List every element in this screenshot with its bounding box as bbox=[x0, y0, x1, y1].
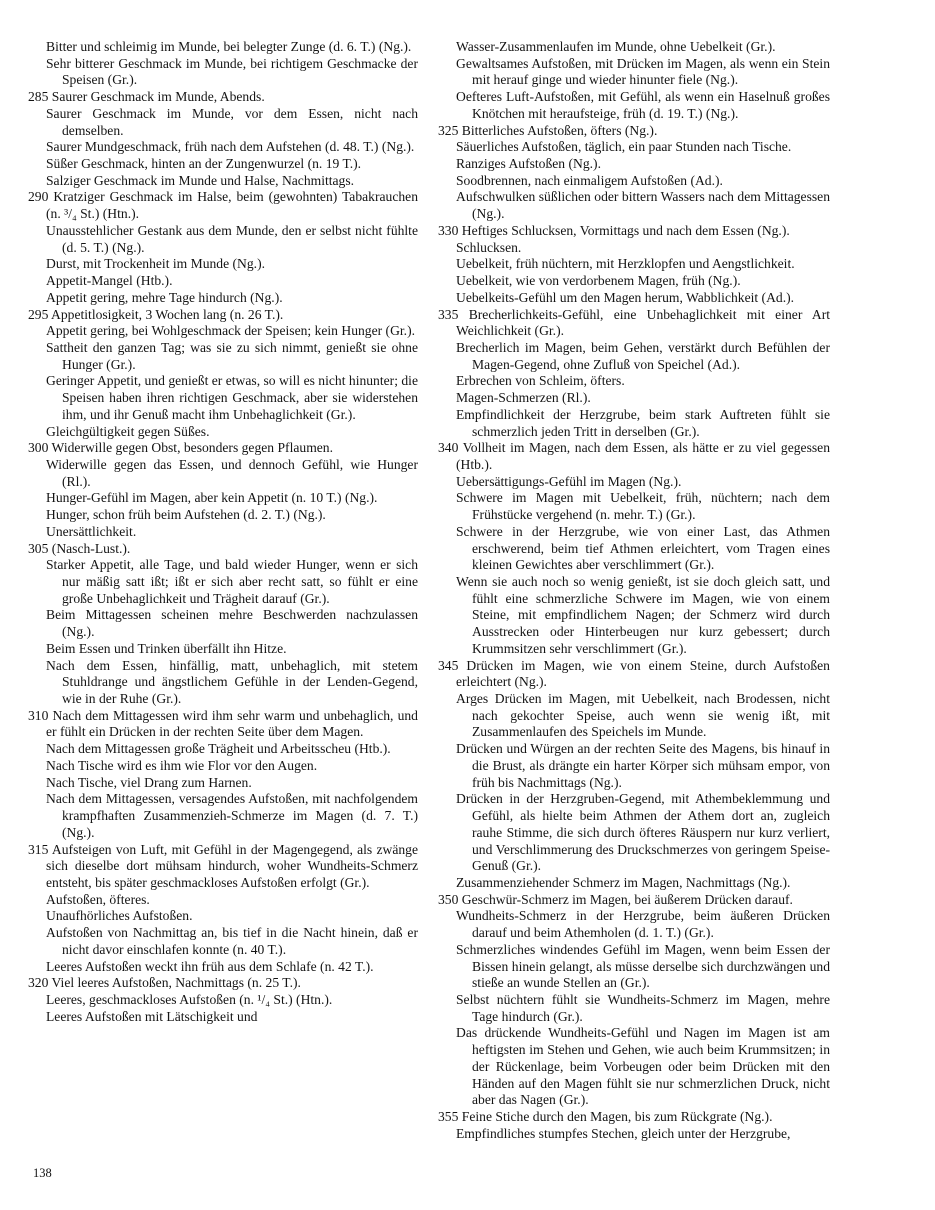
entry-text: Uebelkeit, früh nüchtern, mit Herzklopfen und Aengstlichkeit. bbox=[456, 256, 795, 272]
entry-text: Sattheit den ganzen Tag; was sie zu sich nimmt, genießt sie ohne Hunger (Gr.). bbox=[46, 339, 418, 372]
entry-text: Appetitlosigkeit, 3 Wochen lang (n. 26 T.). bbox=[51, 306, 284, 322]
symptom-entry bbox=[438, 89, 830, 122]
entry-text: Schlucksen. bbox=[456, 239, 522, 255]
entry-text: Nach dem Mittagessen, versagendes Aufstoßen, mit nachfolgendem krampfhaften Zusammenzieh-Schmerze im Magen (d. 7. T.) (Ng.). bbox=[46, 791, 418, 840]
symptom-entry bbox=[28, 323, 418, 340]
entry-text: Widerwille gegen das Essen, und dennoch Gefühl, wie Hunger (Rl.). bbox=[46, 456, 418, 489]
symptom-entry bbox=[28, 173, 418, 190]
symptom-entry bbox=[28, 741, 418, 758]
symptom-entry bbox=[438, 490, 830, 523]
entry-text: Wundheits-Schmerz in der Herzgrube, beim äußeren Drücken darauf und beim Athemholen (d. 1. T.) (Gr.). bbox=[456, 908, 830, 941]
symptom-entry bbox=[28, 273, 418, 290]
entry-text: Beim Essen und Trinken überfällt ihn Hitze. bbox=[46, 640, 287, 656]
symptom-entry bbox=[28, 156, 418, 173]
symptom-entry bbox=[28, 541, 418, 558]
entry-text: Magen-Schmerzen (Rl.). bbox=[456, 390, 591, 406]
symptom-entry bbox=[28, 959, 418, 976]
entry-text: Uebelkeit, wie von verdorbenem Magen, früh (Ng.). bbox=[456, 273, 741, 289]
entry-text: Saurer Geschmack im Munde, Abends. bbox=[51, 89, 265, 105]
entry-text: Salziger Geschmack im Munde und Halse, Nachmittags. bbox=[46, 172, 355, 188]
symptom-entry bbox=[28, 490, 418, 507]
symptom-entry bbox=[438, 139, 830, 156]
symptom-entry bbox=[438, 440, 830, 473]
symptom-entry bbox=[438, 340, 830, 373]
symptom-entry bbox=[28, 758, 418, 775]
page-number: 138 bbox=[33, 1166, 52, 1180]
symptom-entry bbox=[438, 240, 830, 257]
entry-text: Vollheit im Magen, nach dem Essen, als hätte er zu viel gegessen (Htb.). bbox=[456, 440, 830, 472]
entry-number: 350 bbox=[438, 891, 459, 907]
symptom-entry bbox=[438, 56, 830, 89]
symptom-entry bbox=[438, 741, 830, 791]
entry-text: Arges Drücken im Magen, mit Uebelkeit, nach Brodessen, nicht nach gekochter Speise, auch wenn sie wenig ißt, mit Zusammenlaufen des Speichels im Munde. bbox=[456, 691, 830, 740]
symptom-entry bbox=[438, 992, 830, 1025]
symptom-entry bbox=[28, 607, 418, 640]
symptom-entry bbox=[438, 658, 830, 691]
symptom-entry bbox=[438, 256, 830, 273]
entry-text: Beim Mittagessen scheinen mehre Beschwerden nachzulassen (Ng.). bbox=[46, 607, 418, 640]
symptom-entry bbox=[28, 992, 418, 1009]
entry-text: Empfindliches stumpfes Stechen, gleich unter der Herzgrube, bbox=[456, 1125, 791, 1141]
symptom-entry bbox=[438, 875, 830, 892]
entry-text: Süßer Geschmack, hinten an der Zungenwurzel (n. 19 T.). bbox=[46, 156, 362, 172]
entry-text: Erbrechen von Schleim, öfters. bbox=[456, 373, 625, 389]
entry-number: 355 bbox=[438, 1109, 459, 1124]
entry-text: Geringer Appetit, und genießt er etwas, so will es nicht hinunter; die Speisen haben ihren richtigen Geschmack, aber sie widerstehen ihm, und ihr Genuß macht ihm Unbehaglichkeit (Gr.). bbox=[46, 373, 418, 422]
entry-text: Soodbrennen, nach einmaligem Aufstoßen (Ad.). bbox=[456, 172, 723, 188]
entry-number: 345 bbox=[438, 657, 459, 673]
entry-text: Unaufhörliches Aufstoßen. bbox=[46, 908, 193, 924]
symptom-entry bbox=[28, 842, 418, 892]
entry-number: 310 bbox=[28, 707, 49, 723]
entry-text: Heftiges Schlucksen, Vormittags und nach dem Essen (Ng.). bbox=[461, 222, 790, 238]
entry-text: Aufschwulken süßlichen oder bittern Wassers nach dem Mittagessen (Ng.). bbox=[456, 189, 830, 222]
symptom-entry bbox=[28, 440, 418, 457]
entry-text: Schwere in der Herzgrube, wie von einer Last, das Athmen erschwerend, beim tief Athmen erleichtert, vom Tragen eines kleinen Gewichtes aber verschlimmert (Gr.). bbox=[456, 523, 830, 573]
symptom-entry bbox=[28, 1009, 418, 1026]
symptom-entry bbox=[438, 691, 830, 741]
symptom-entry bbox=[438, 908, 830, 941]
symptom-entry bbox=[438, 273, 830, 290]
symptom-entry bbox=[28, 775, 418, 792]
entry-text: Starker Appetit, alle Tage, und bald wieder Hunger, wenn er sich nur mäßig satt ißt; ißt er sich aber recht satt, so fühlt er eine große Unbehaglichkeit und Trägheit darauf (Gr.). bbox=[46, 557, 418, 606]
symptom-entry bbox=[28, 307, 418, 324]
entry-text: Selbst nüchtern fühlt sie Wundheits-Schmerz im Magen, mehre Tage hindurch (Gr.). bbox=[456, 991, 830, 1024]
entry-text: Aufstoßen, öfteres. bbox=[46, 891, 150, 907]
symptom-entry bbox=[438, 791, 830, 875]
symptom-entry bbox=[28, 223, 418, 256]
entry-text: Unausstehlicher Gestank aus dem Munde, den er selbst nicht fühlte (d. 5. T.) (Ng.). bbox=[46, 222, 418, 255]
entry-text: Gewaltsames Aufstoßen, mit Drücken im Magen, als wenn ein Stein mit herauf ginge und wieder hinunter fiele (Ng.). bbox=[456, 55, 830, 88]
entry-number: 330 bbox=[438, 222, 459, 238]
entry-text: Hunger-Gefühl im Magen, aber kein Appetit (n. 10 T.) (Ng.). bbox=[46, 490, 378, 506]
entry-number: 295 bbox=[28, 306, 49, 322]
entry-text: Nach dem Mittagessen wird ihm sehr warm und unbehaglich, und er fühlt ein Drücken in der rechten Seite über dem Magen. bbox=[46, 707, 418, 740]
entry-number: 320 bbox=[28, 975, 49, 991]
entry-text: Feine Stiche durch den Magen, bis zum Rückgrate (Ng.). bbox=[461, 1109, 773, 1124]
entry-text: Saurer Geschmack im Munde, vor dem Essen, nicht nach demselben. bbox=[46, 105, 418, 138]
symptom-entry bbox=[28, 892, 418, 909]
left-column bbox=[28, 39, 418, 1025]
entry-text: Unersättlichkeit. bbox=[46, 523, 137, 539]
entry-text: Nach Tische wird es ihm wie Flor vor den Augen. bbox=[46, 757, 318, 773]
entry-text: Widerwille gegen Obst, besonders gegen Pflaumen. bbox=[51, 440, 333, 456]
symptom-entry bbox=[438, 290, 830, 307]
symptom-entry bbox=[28, 290, 418, 307]
entry-number: 335 bbox=[438, 306, 459, 322]
symptom-entry bbox=[438, 223, 830, 240]
symptom-entry bbox=[28, 340, 418, 373]
entry-text: Zusammenziehender Schmerz im Magen, Nachmittags (Ng.). bbox=[456, 874, 791, 890]
entry-text: Schwere im Magen mit Uebelkeit, früh, nüchtern; nach dem Frühstücke vergehend (n. mehr. T.) (Gr.). bbox=[456, 490, 830, 523]
symptom-entry bbox=[28, 557, 418, 607]
entry-number: 340 bbox=[438, 440, 459, 456]
symptom-entry bbox=[438, 39, 830, 56]
symptom-entry bbox=[28, 524, 418, 541]
symptom-entry bbox=[438, 1126, 830, 1143]
entry-text: Bitterliches Aufstoßen, öfters (Ng.). bbox=[461, 122, 658, 138]
entry-text: Säuerliches Aufstoßen, täglich, ein paar Stunden nach Tische. bbox=[456, 139, 792, 155]
entry-number: 325 bbox=[438, 122, 459, 138]
symptom-entry bbox=[28, 189, 418, 222]
symptom-entry bbox=[438, 1109, 830, 1126]
symptom-entry bbox=[28, 424, 418, 441]
symptom-entry bbox=[438, 942, 830, 992]
entry-text: Durst, mit Trockenheit im Munde (Ng.). bbox=[46, 256, 265, 272]
entry-text: Brecherlichkeits-Gefühl, eine Unbehaglichkeit mit einer Art Weichlichkeit (Gr.). bbox=[456, 306, 831, 339]
symptom-entry bbox=[28, 791, 418, 841]
symptom-entry bbox=[438, 892, 830, 909]
entry-text: Leeres Aufstoßen weckt ihn früh aus dem Schlafe (n. 42 T.). bbox=[46, 958, 374, 974]
symptom-entry bbox=[438, 390, 830, 407]
right-column bbox=[438, 39, 830, 1142]
entry-text: Leeres, geschmackloses Aufstoßen (n. ¹/₄ St.) (Htn.). bbox=[46, 991, 333, 1007]
symptom-entry bbox=[438, 123, 830, 140]
symptom-entry bbox=[28, 56, 418, 89]
entry-text: Ranziges Aufstoßen (Ng.). bbox=[456, 156, 601, 172]
entry-text: Empfindlichkeit der Herzgrube, beim stark Auftreten fühlt sie schmerzlich jeden Tritt in derselben (Gr.). bbox=[456, 406, 830, 439]
symptom-entry bbox=[438, 574, 830, 658]
entry-text: Brecherlich im Magen, beim Gehen, verstärkt durch Befühlen der Magen-Gegend, ohne Zufluß von Speichel (Ad.). bbox=[456, 339, 830, 372]
entry-text: Appetit gering, mehre Tage hindurch (Ng.). bbox=[46, 289, 283, 305]
entry-text: Aufsteigen von Luft, mit Gefühl in der Magengegend, als zwänge sich dieselbe dort mühsam hindurch, woher Wundheits-Schmerz entsteht, bis später geschmackloses Aufstoßen erfolgt (Gr.). bbox=[46, 841, 418, 890]
entry-text: Drücken und Würgen an der rechten Seite des Magens, bis hinauf in die Brust, als drängte ein harter Körper sich mühsam empor, von früh bis Nachmittags (Ng.). bbox=[456, 741, 830, 790]
entry-text: Schmerzliches windendes Gefühl im Magen, wenn beim Essen der Bissen hinein gelangt, als müsse derselbe sich durchzwängen und stieße an wunde Stellen an (Gr.). bbox=[456, 941, 830, 991]
entry-text: Nach dem Essen, hinfällig, matt, unbehaglich, mit stetem Stuhldrange und ängstlichem Gefühle in der Lenden-Gegend, wie in der Ruhe (Gr.). bbox=[46, 657, 418, 707]
entry-text: Wenn sie auch noch so wenig genießt, ist sie doch gleich satt, und fühlt eine schmerzliche Schwere im Magen, wie von einem Steine, mit empfindlichem Nagen; der Schmerz wird durch Ausstrecken oder Hinterbeugen nur kurz gebessert; durch Krummsitzen sehr verschlimmert (Gr.). bbox=[456, 574, 830, 656]
entry-text: Nach Tische, viel Drang zum Harnen. bbox=[46, 774, 252, 790]
symptom-entry bbox=[438, 307, 830, 340]
entry-text: Drücken im Magen, wie von einem Steine, durch Aufstoßen erleichtert (Ng.). bbox=[456, 657, 830, 690]
entry-text: Uebelkeits-Gefühl um den Magen herum, Wabblichkeit (Ad.). bbox=[456, 289, 795, 305]
symptom-entry bbox=[28, 925, 418, 958]
entry-text: Appetit gering, bei Wohlgeschmack der Speisen; kein Hunger (Gr.). bbox=[46, 323, 415, 339]
symptom-entry bbox=[438, 1025, 830, 1109]
entry-number: 305 bbox=[28, 540, 49, 556]
symptom-entry bbox=[438, 189, 830, 222]
entry-text: Aufstoßen von Nachmittag an, bis tief in die Nacht hinein, daß er nicht davor einschlafen konnte (n. 40 T.). bbox=[46, 925, 418, 957]
entry-text: Gleichgültigkeit gegen Süßes. bbox=[46, 423, 210, 439]
entry-text: (Nasch-Lust.). bbox=[51, 540, 131, 556]
entry-text: Saurer Mundgeschmack, früh nach dem Aufstehen (d. 48. T.) (Ng.). bbox=[46, 139, 415, 155]
entry-text: Viel leeres Aufstoßen, Nachmittags (n. 25 T.). bbox=[51, 975, 301, 991]
entry-number: 285 bbox=[28, 89, 49, 105]
symptom-entry bbox=[28, 39, 418, 56]
symptom-entry bbox=[28, 256, 418, 273]
symptom-entry bbox=[28, 139, 418, 156]
symptom-entry bbox=[438, 156, 830, 173]
symptom-entry bbox=[438, 474, 830, 491]
entry-text: Sehr bitterer Geschmack im Munde, bei richtigem Geschmacke der Speisen (Gr.). bbox=[46, 55, 418, 88]
symptom-entry bbox=[28, 641, 418, 658]
entry-number: 315 bbox=[28, 841, 49, 857]
symptom-entry bbox=[438, 173, 830, 190]
symptom-entry bbox=[28, 507, 418, 524]
entry-text: Bitter und schleimig im Munde, bei belegter Zunge (d. 6. T.) (Ng.). bbox=[46, 39, 412, 54]
entry-number: 290 bbox=[28, 189, 49, 205]
symptom-entry bbox=[438, 407, 830, 440]
symptom-entry bbox=[28, 373, 418, 423]
symptom-entry bbox=[438, 373, 830, 390]
entry-text: Hunger, schon früh beim Aufstehen (d. 2. T.) (Ng.). bbox=[46, 507, 326, 523]
entry-text: Uebersättigungs-Gefühl im Magen (Ng.). bbox=[456, 473, 682, 489]
symptom-entry bbox=[28, 106, 418, 139]
symptom-entry bbox=[28, 908, 418, 925]
symptom-entry bbox=[438, 524, 830, 574]
entry-text: Das drückende Wundheits-Gefühl und Nagen im Magen ist am heftigsten im Stehen und Gehen, wie auch beim Krummsitzen; in der Rückenlage, beim Vorbeugen oder beim Drücken mit den Händen auf den Magen fühlt sie nur schmerzlichen Druck, nicht aber das Nagen (Gr.). bbox=[456, 1025, 830, 1108]
symptom-entry bbox=[28, 457, 418, 490]
entry-text: Nach dem Mittagessen große Trägheit und Arbeitsscheu (Htb.). bbox=[46, 741, 391, 757]
symptom-entry bbox=[28, 89, 418, 106]
symptom-entry bbox=[28, 708, 418, 741]
entry-text: Wasser-Zusammenlaufen im Munde, ohne Uebelkeit (Gr.). bbox=[456, 39, 776, 54]
entry-text: Appetit-Mangel (Htb.). bbox=[46, 273, 173, 289]
symptom-entry bbox=[28, 658, 418, 708]
entry-number: 300 bbox=[28, 440, 49, 456]
entry-text: Drücken in der Herzgruben-Gegend, mit Athembeklemmung und Gefühl, als hielte beim Athmen der Athem dort an, zugleich rauhe Stimme, die sich durch öfteres Räuspern nur kurz verliert, und Verschlimmerung des Druckschmerzes von geringem Speise-Genuß (Gr.). bbox=[456, 791, 830, 874]
symptom-entry bbox=[28, 975, 418, 992]
entry-text: Geschwür-Schmerz im Magen, bei äußerem Drücken darauf. bbox=[461, 891, 793, 907]
entry-text: Oefteres Luft-Aufstoßen, mit Gefühl, als wenn ein Haselnuß großes Knötchen mit heraufsteige, früh (d. 19. T.) (Ng.). bbox=[456, 89, 830, 121]
entry-text: Leeres Aufstoßen mit Lätschigkeit und bbox=[46, 1008, 258, 1024]
entry-text: Kratziger Geschmack im Halse, beim (gewohnten) Tabakrauchen (n. ³/₄ St.) (Htn.). bbox=[46, 189, 418, 222]
